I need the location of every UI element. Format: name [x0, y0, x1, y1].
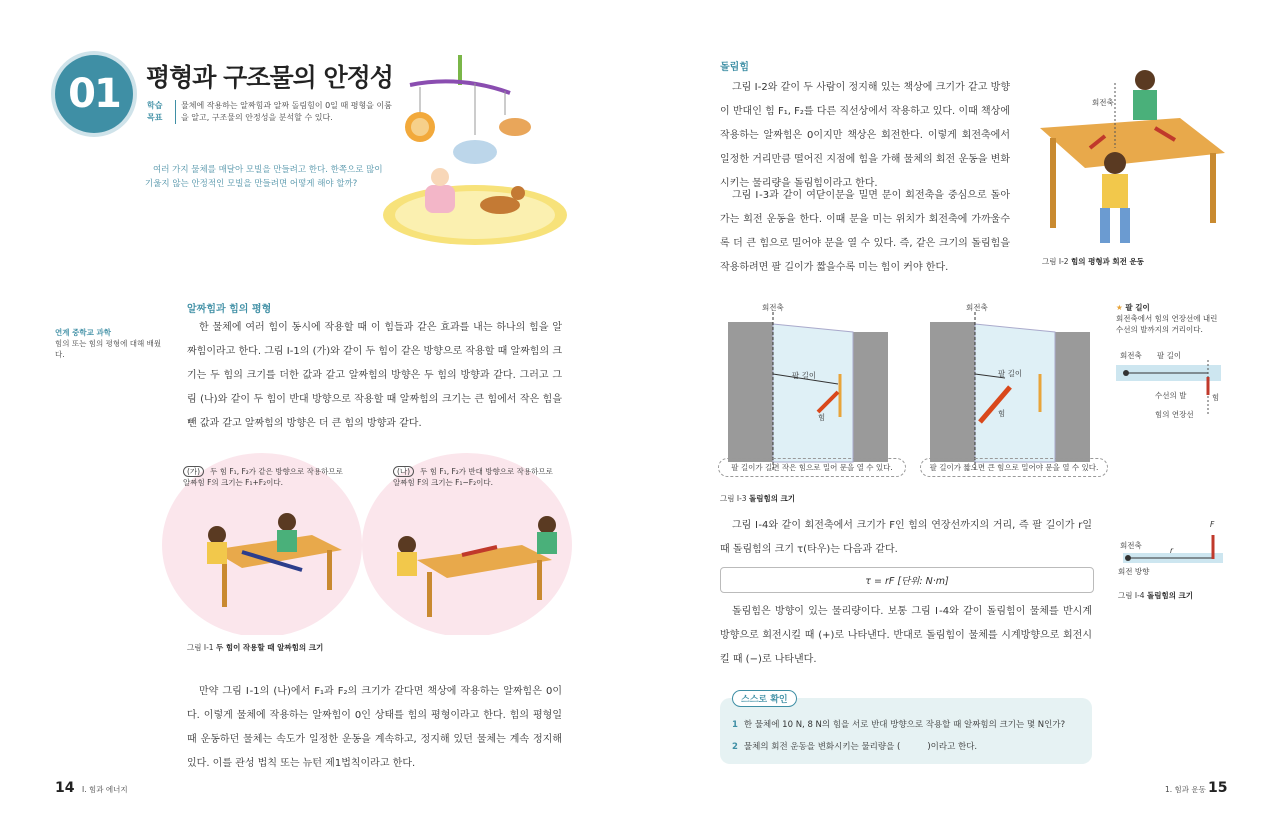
- figure-2-caption: [1042, 256, 1144, 267]
- torque-formula: τ = rF [단위: N·m]: [720, 567, 1094, 593]
- arm-note-text: 회전축에서 힘의 연장선에 내린 수선의 발까지의 거리이다.: [1116, 314, 1218, 334]
- figure-1-caption-text: 두 힘이 작용할 때 알짜힘의 크기: [215, 643, 324, 652]
- lesson-number: 01: [68, 71, 120, 117]
- side-note-text: 힘의 또는 힘의 평형에 대해 배웠다.: [55, 339, 162, 359]
- figure-2-caption-text: 힘의 평형과 회전 운동: [1070, 257, 1145, 266]
- self-check-title: 스스로 확인: [732, 690, 797, 707]
- figure-3-caption-num: 그림 Ⅰ-3: [720, 494, 747, 503]
- page-sub-left: Ⅰ. 힘과 에너지: [82, 785, 128, 794]
- figure-4-caption: [1118, 590, 1193, 601]
- self-check-box: [720, 698, 1092, 764]
- figure-1-caption-num: 그림 Ⅰ-1: [187, 643, 214, 652]
- arm-note-title-text: 팔 길이: [1125, 303, 1150, 312]
- fig4-axis: 회전축: [1120, 541, 1142, 550]
- check-question-1: [732, 718, 1065, 730]
- arm-fig-axis: 회전축: [1120, 351, 1142, 360]
- section-heading-net-force: 알짜힘과 힘의 평형: [187, 304, 272, 315]
- door1-axis-label: 회전축: [762, 303, 784, 312]
- figure-2-axis-label: 회전축: [1092, 98, 1114, 107]
- paragraph-torque-3: 그림 Ⅰ-4와 같이 회전축에서 크기가 F인 힘의 연장선까지의 거리, 즉 팔 길이가 r일 때 돌림힘의 크기 τ(타우)는 다음과 같다.: [720, 520, 1092, 555]
- mobile-illustration: [380, 55, 570, 250]
- paragraph-torque-4: 돌림힘은 방향이 있는 물리량이다. 보통 그림 Ⅰ-4와 같이 돌림힘이 물체를 반시계 방향으로 회전시킬 때 (+)로 나타낸다. 반대로 돌림힘이 물체를 시계방향으로 회전시킬 때 (−)로 나타낸다.: [720, 606, 1092, 665]
- arm-fig-foot: 수선의 발: [1155, 391, 1187, 400]
- figure-a-text: 두 힘 F₁, F₂가 같은 방향으로 작용하므로 알짜힘 F의 크기는 F₁+F₂이다.: [183, 467, 343, 487]
- fig4-direction: 회전 방향: [1118, 567, 1150, 576]
- door2-arm-label: 팔 길이: [998, 369, 1023, 378]
- fig4-r: r: [1170, 546, 1174, 555]
- goal-text: 물체에 작용하는 알짜힘과 알짜 돌림힘이 0일 때 평형을 이룸을 알고, 구조물의 안정성을 분석할 수 있다.: [175, 100, 396, 124]
- door-diagram-short-arm: [920, 312, 1100, 482]
- figure-b: [393, 466, 553, 488]
- chapter-title: 평형과 구조물의 안정성: [146, 63, 393, 92]
- arm-fig-force: 힘: [1212, 393, 1220, 402]
- door-diagram-long-arm: [718, 312, 898, 482]
- check-question-2: [732, 740, 977, 752]
- side-note-tag: 연계 중학교 과학: [55, 328, 111, 337]
- figure-a: [183, 466, 343, 488]
- arm-fig-line: 힘의 연장선: [1155, 410, 1194, 419]
- page-number-left: 14: [55, 780, 75, 796]
- door2-axis-label: 회전축: [966, 303, 988, 312]
- page-number-right: 15: [1208, 780, 1228, 796]
- side-note: [55, 327, 165, 360]
- check-q1-num: 1: [732, 720, 738, 730]
- paragraph-torque-2: 그림 Ⅰ-3과 같이 여닫이문을 밀면 문이 회전축을 중심으로 돌아가는 회전 운동을 한다. 이때 문을 미는 위치가 회전축에 가까울수록 더 큰 힘으로 밀어야 문을 열 수 있다. 즉, 같은 크기의 돌림힘을 작용하려면 팔 길이가 짧을수록 미는 힘이 커야 한다.: [720, 190, 1010, 273]
- star-icon: ★: [1116, 303, 1123, 312]
- lesson-number-badge: [55, 55, 133, 133]
- paragraph-equilibrium: 만약 그림 Ⅰ-1의 (나)에서 F₁과 F₂의 크기가 같다면 책상에 작용하는 알짜힘은 0이다. 이렇게 물체에 작용하는 알짜힘이 0인 상태를 힘의 평형이라고 한다. 힘의 평형일 때 운동하던 물체는 속도가 일정한 운동을 계속하고, 정지해 있던 물체는 계속 정지해 있다. 이를 관성 법칙 또는 뉴턴 제1법칙이라고 한다.: [187, 686, 562, 769]
- page-sub-right: 1. 힘과 운동: [1165, 785, 1206, 794]
- door1-force-label: 힘: [818, 413, 826, 422]
- goal-label: 학습 목표: [147, 101, 163, 122]
- figure-3-caption: [720, 493, 795, 504]
- figure-3-caption-text: 돌림힘의 크기: [748, 494, 796, 503]
- figure-4-caption-text: 돌림힘의 크기: [1146, 591, 1194, 600]
- fig4-f: F: [1210, 520, 1215, 529]
- intro-question: 여러 가지 물체를 매달아 모빌을 만들려고 한다. 한쪽으로 많이 기울지 않는 안정적인 모빌을 만들려면 어떻게 해야 할까?: [145, 165, 383, 189]
- figure-1-caption: [187, 642, 323, 653]
- figure-4-caption-num: 그림 Ⅰ-4: [1118, 591, 1145, 600]
- arm-length-note: [1116, 302, 1226, 335]
- door1-bubble: 팔 길이가 길면 작은 힘으로 밀어 문을 열 수 있다.: [718, 458, 906, 477]
- door1-arm-label: 팔 길이: [792, 371, 817, 380]
- door2-force-label: 힘: [998, 409, 1006, 418]
- figure-2-caption-num: 그림 Ⅰ-2: [1042, 257, 1069, 266]
- arm-fig-arm: 팔 길이: [1157, 351, 1182, 360]
- arm-note-title: [1116, 302, 1226, 313]
- check-q2-text: 물체의 회전 운동을 변화시키는 물리량을 ( )이라고 한다.: [743, 742, 978, 752]
- check-q2-num: 2: [732, 742, 738, 752]
- figure-b-text: 두 힘 F₁, F₂가 반대 방향으로 작용하므로 알짜힘 F의 크기는 F₁−F₂이다.: [393, 467, 553, 487]
- figure-torque-table: [1030, 68, 1230, 248]
- paragraph-torque-1: 그림 Ⅰ-2와 같이 두 사람이 정지해 있는 책상에 크기가 같고 방향이 반대인 힘 F₁, F₂를 다른 직선상에서 작용하고 있다. 이때 책상에 작용하는 알짜힘은 0이지만 책상은 회전한다. 이렇게 회전축에서 일정한 거리만큼 떨어진 지점에 힘을 가해 물체의 회전 운동을 변화시키는 물리량을 돌림힘이라고 한다.: [720, 82, 1010, 189]
- check-q1-text: 한 물체에 10 N, 8 N의 힘을 서로 반대 방향으로 작용할 때 알짜힘의 크기는 몇 N인가?: [743, 720, 1066, 730]
- figure-a-label: (가): [183, 466, 204, 477]
- door2-bubble: 팔 길이가 짧으면 큰 힘으로 밀어야 문을 열 수 있다.: [920, 458, 1108, 477]
- section-heading-torque: 돌림힘: [720, 62, 749, 73]
- figure-b-label: (나): [393, 466, 414, 477]
- paragraph-net-force: 한 물체에 여러 힘이 동시에 작용할 때 이 힘들과 같은 효과를 내는 하나의 힘을 알짜힘이라고 한다. 그림 Ⅰ-1의 (가)와 같이 두 힘이 같은 방향으로 작용할 때 알짜힘의 크기는 두 힘의 크기를 더한 값과 같고 알짜힘의 방향은 두 힘의 방향과 같다. 그러고 그림 (나)와 같이 두 힘이 반대 방향으로 작용할 때 알짜힘의 크기는 큰 힘에서 작은 힘을 뺀 값과 같고 알짜힘의 방향은 더 큰 힘의 방향과 같다.: [187, 322, 562, 429]
